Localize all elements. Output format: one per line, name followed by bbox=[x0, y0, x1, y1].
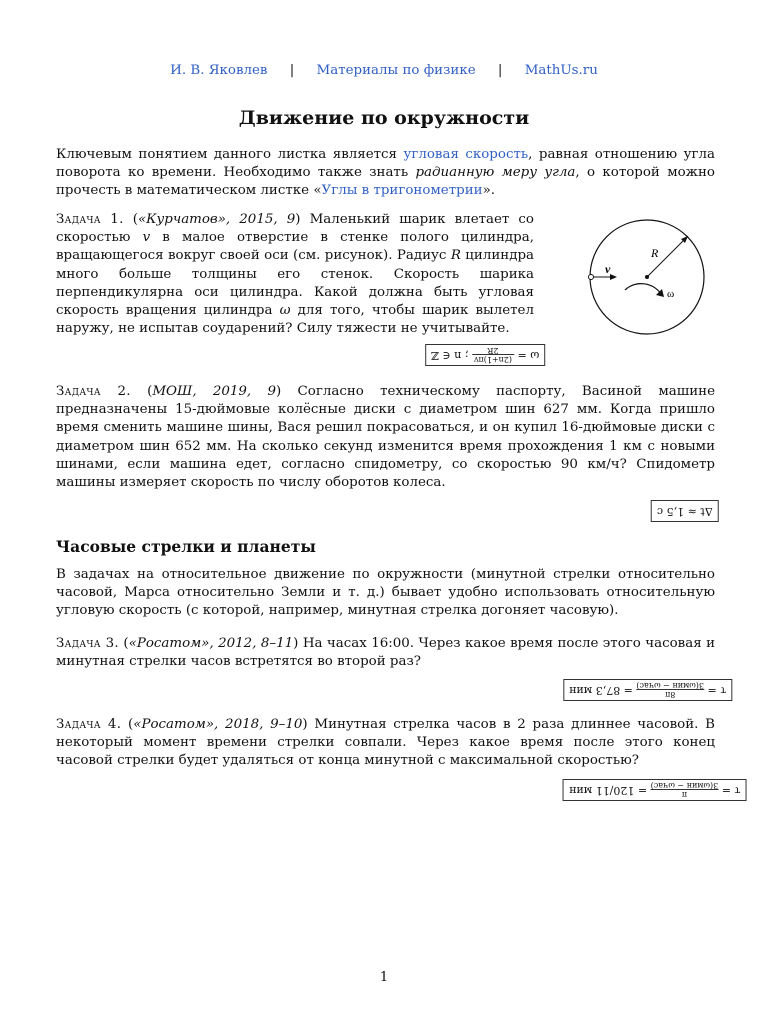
section-title: Часовые стрелки и планеты bbox=[56, 537, 316, 556]
header-separator: | bbox=[497, 63, 503, 78]
problem-2: Задача 2. (МОШ, 2019, 9) Согласно техническому паспорту, Васиной машине предназначены 15-дюймовые колёсные диски с диаметром шин 627 мм. Когда пришло время сменить машине шины, Вася решил покрасоваться, и он купил 16-дюймовые диски с диаметром шин 652 мм. На сколько секунд изменится время прохождения 1 км с новыми шинами, если машина едет, согласно спидометру, со скоростью 90 км/ч? Спидометр машины измеряет скорость по числу оборотов колеса. bbox=[56, 384, 715, 491]
problem-source: «Курчатов», 2015, 9 bbox=[137, 212, 296, 227]
answer-text: Δt ≈ 1,5 с bbox=[657, 505, 713, 518]
site-link[interactable]: MathUs.ru bbox=[524, 63, 598, 78]
problem-label: Задача 1. bbox=[56, 212, 124, 227]
problem-3: Задача 3. («Росатом», 2012, 8–11) На часах 16:00. Через какое время после этого часовая и минутная стрелки часов встретятся во второй раз? bbox=[56, 636, 716, 670]
problem-text: Маленький шарик влетает со скоростью bbox=[56, 212, 534, 246]
section-intro: В задачах на относительное движение по окружности (минутной стрелки относительно часовой, Марса относительно Земли и т. д.) бывает удобно использовать относительную угловую скорость (с которой, например, минутная стрелка догоняет часовую). bbox=[56, 567, 715, 619]
problem-text: цилиндра много больше толщины его стенок. Скорость шарика перпендикулярна оси цилиндра. Какой должна быть угловая скорость вращения цилиндра bbox=[56, 248, 535, 319]
problem-text: Минутная стрелка часов в 2 раза длиннее часовой. В некоторый момент времени стрелки совпали. Через какое время после этого конец часовой стрелки будет удаляться от конца минутной с максимальной скоростью? bbox=[56, 717, 715, 769]
variable-omega: ω bbox=[279, 303, 291, 319]
intro-text: ». bbox=[482, 183, 496, 199]
hole bbox=[589, 275, 594, 280]
fraction-numerator: π bbox=[651, 790, 719, 799]
problem-label: Задача 2. bbox=[56, 384, 131, 399]
page-header bbox=[0, 63, 768, 78]
answer-text: ω = bbox=[517, 349, 540, 362]
author-link[interactable]: И. В. Яковлев bbox=[170, 63, 268, 78]
answer-1 bbox=[425, 344, 545, 366]
problem-text: в малое отверстие в стенке полого цилиндра, вращающегося вокруг своей оси (см. рисунок). Радиус bbox=[56, 230, 534, 264]
fraction-numerator: 8π bbox=[636, 690, 704, 699]
answer-fraction bbox=[651, 782, 719, 799]
answer-fraction bbox=[472, 347, 514, 364]
answer-2 bbox=[651, 500, 719, 522]
subject-link[interactable]: Материалы по физике bbox=[316, 63, 476, 78]
radius-label: R bbox=[651, 246, 659, 260]
intro-text: , о которой можно прочесть в математическом листке « bbox=[56, 165, 715, 199]
problem-4: Задача 4. («Росатом», 2018, 9–10) Минутная стрелка часов в 2 раза длиннее часовой. В некоторый момент времени стрелки совпали. Через какое время после этого конец часовой стрелки будет удаляться от конца минутной с максимальной скоростью? bbox=[56, 717, 715, 769]
problem-source: МОШ, 2019, 9 bbox=[152, 384, 276, 399]
fraction-denominator: 2R bbox=[487, 346, 499, 356]
trig-angles-link[interactable]: Углы в тригонометрии bbox=[321, 183, 483, 199]
problem-text: На часах 16:00. Через какое время после этого часовая и минутная стрелки часов встретятся во второй раз? bbox=[56, 636, 716, 670]
omega-label: ω bbox=[667, 288, 675, 300]
velocity-label: v bbox=[605, 262, 611, 276]
answer-text: τ = bbox=[707, 684, 727, 697]
intro-paragraph bbox=[56, 146, 715, 201]
problem-text: для того, чтобы шарик вылетел наружу, не испытав соударений? Силу тяжести не учитывайте. bbox=[56, 303, 534, 337]
fraction-numerator: (2n+1)πv bbox=[473, 355, 513, 365]
answer-text: τ = bbox=[721, 784, 741, 797]
fraction-denominator: 3(ωмин − ωчас) bbox=[650, 781, 719, 791]
answer-text: = 120/11 мин bbox=[569, 784, 648, 797]
variable-v: v bbox=[142, 230, 151, 246]
problem-source: «Росатом», 2018, 9–10 bbox=[133, 717, 303, 732]
angular-velocity-link[interactable]: угловая скорость bbox=[403, 147, 529, 162]
intro-text: Ключевым понятием данного листка является bbox=[56, 147, 404, 162]
problem-source: «Росатом», 2012, 8–11 bbox=[128, 636, 294, 651]
answer-text: ; n ∈ ℤ bbox=[431, 349, 469, 362]
problem-label: Задача 4. bbox=[56, 717, 122, 732]
velocity-arrowhead bbox=[610, 274, 617, 280]
variable-R: R bbox=[450, 248, 461, 264]
page-number: 1 bbox=[379, 970, 389, 985]
problem-1: Задача 1. («Курчатов», 2015, 9) Маленький шарик влетает со скоростью v в малое отверстие в стенке полого цилиндра, вращающегося вокруг своей оси (см. рисунок). Радиус R цилиндра много больше толщины его стенок. Скорость шарика перпендикулярна оси цилиндра. Какой должна быть угловая скорость вращения цилиндра ω для того, чтобы шарик вылетел наружу, не испытав соударений? Силу тяжести не учитывайте. bbox=[56, 212, 535, 337]
cylinder-figure bbox=[585, 215, 715, 345]
problem-label: Задача 3. bbox=[56, 636, 119, 651]
answer-3 bbox=[563, 679, 732, 701]
answer-4 bbox=[563, 779, 747, 801]
header-separator: | bbox=[289, 63, 295, 78]
answer-text: = 87,3 мин bbox=[569, 684, 633, 697]
intro-emphasis: радианную меру угла bbox=[415, 165, 576, 181]
intro-text: , равная отношению угла поворота ко времени. Необходимо также знать bbox=[56, 147, 715, 181]
page-title: Движение по окружности bbox=[238, 107, 530, 129]
problem-text: Согласно техническому паспорту, Васиной машине предназначены 15-дюймовые колёсные диски с диаметром шин 627 мм. Когда пришло время сменить машине шины, Вася решил покрасоваться, и он купил 16-дюймовые диски с диаметром шин 652 мм. На сколько секунд изменится время прохождения 1 км с новыми шинами, если машина едет, согласно спидометру, со скоростью 90 км/ч? Спидометр машины измеряет скорость по числу оборотов колеса. bbox=[56, 384, 715, 491]
rotation-arrow bbox=[625, 284, 661, 294]
answer-fraction bbox=[636, 682, 704, 699]
fraction-denominator: 3(ωмин − ωчас) bbox=[636, 681, 705, 691]
